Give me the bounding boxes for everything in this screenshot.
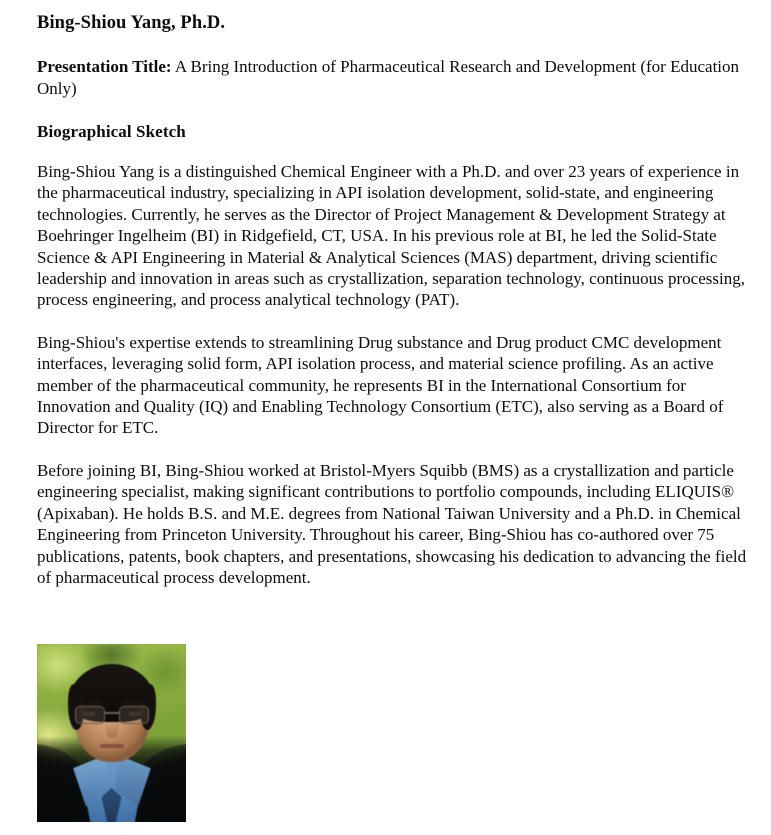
bio-paragraph: Before joining BI, Bing-Shiou worked at Bristol-Myers Squibb (BMS) as a crystallization and particle engineering specialist, making significant contributions to portfolio compounds, including ELIQUIS® (Apixaban). He holds B.S. and M.E. degrees from National Taiwan University and a Ph.D. in Chemical Engineering from Princeton University. Throughout his career, Bing-Shiou has co-authored over 75 publications, patents, book chapters, and presentations, showcasing his dedication to advancing the field of pharmaceutical process development. (37, 460, 747, 587)
presentation-title-label: Presentation Title: (37, 57, 172, 76)
section-heading-biographical-sketch: Biographical Sketch (37, 122, 186, 141)
portrait-photo (37, 644, 186, 835)
page-title: Bing-Shiou Yang, Ph.D. (37, 13, 226, 33)
photo-bottom-margin (37, 822, 186, 835)
bio-paragraph: Bing-Shiou Yang is a distinguished Chemical Engineer with a Ph.D. and over 23 years of experience in the pharmaceutical industry, specializing in API isolation development, solid-state, and engineering technologies. Currently, he serves as the Director of Project Management & Development Strategy at Boehringer Ingelheim (BI) in Ridgefield, CT, USA. In his previous role at BI, he led the Solid-State Science & API Engineering in Material & Analytical Sciences (MAS) department, driving scientific leadership and innovation in areas such as crystallization, separation technology, continuous processing, process engineering, and process analytical technology (PAT). (37, 162, 745, 310)
portrait-nose (106, 722, 118, 738)
portrait-glasses-lens-right (119, 706, 149, 724)
portrait-mouth (100, 744, 124, 748)
portrait-glasses-bridge (105, 712, 119, 714)
presentation-title-value: A Bring Introduction of Pharmaceutical Research and Development (for Education Only) (37, 57, 740, 98)
presentation-title-line (37, 34, 750, 99)
portrait-image (37, 644, 186, 822)
bio-paragraph: Bing-Shiou's expertise extends to streamlining Drug substance and Drug product CMC development interfaces, leveraging solid form, API isolation process, and material science profiling. As an active member of the pharmaceutical community, he represents BI in the International Consortium for Innovation and Quality (IQ) and Enabling Technology Consortium (ETC), also serving as a Board of Director for ETC. (37, 332, 724, 438)
portrait-glasses-lens-left (75, 706, 105, 724)
biography-body (37, 142, 750, 588)
